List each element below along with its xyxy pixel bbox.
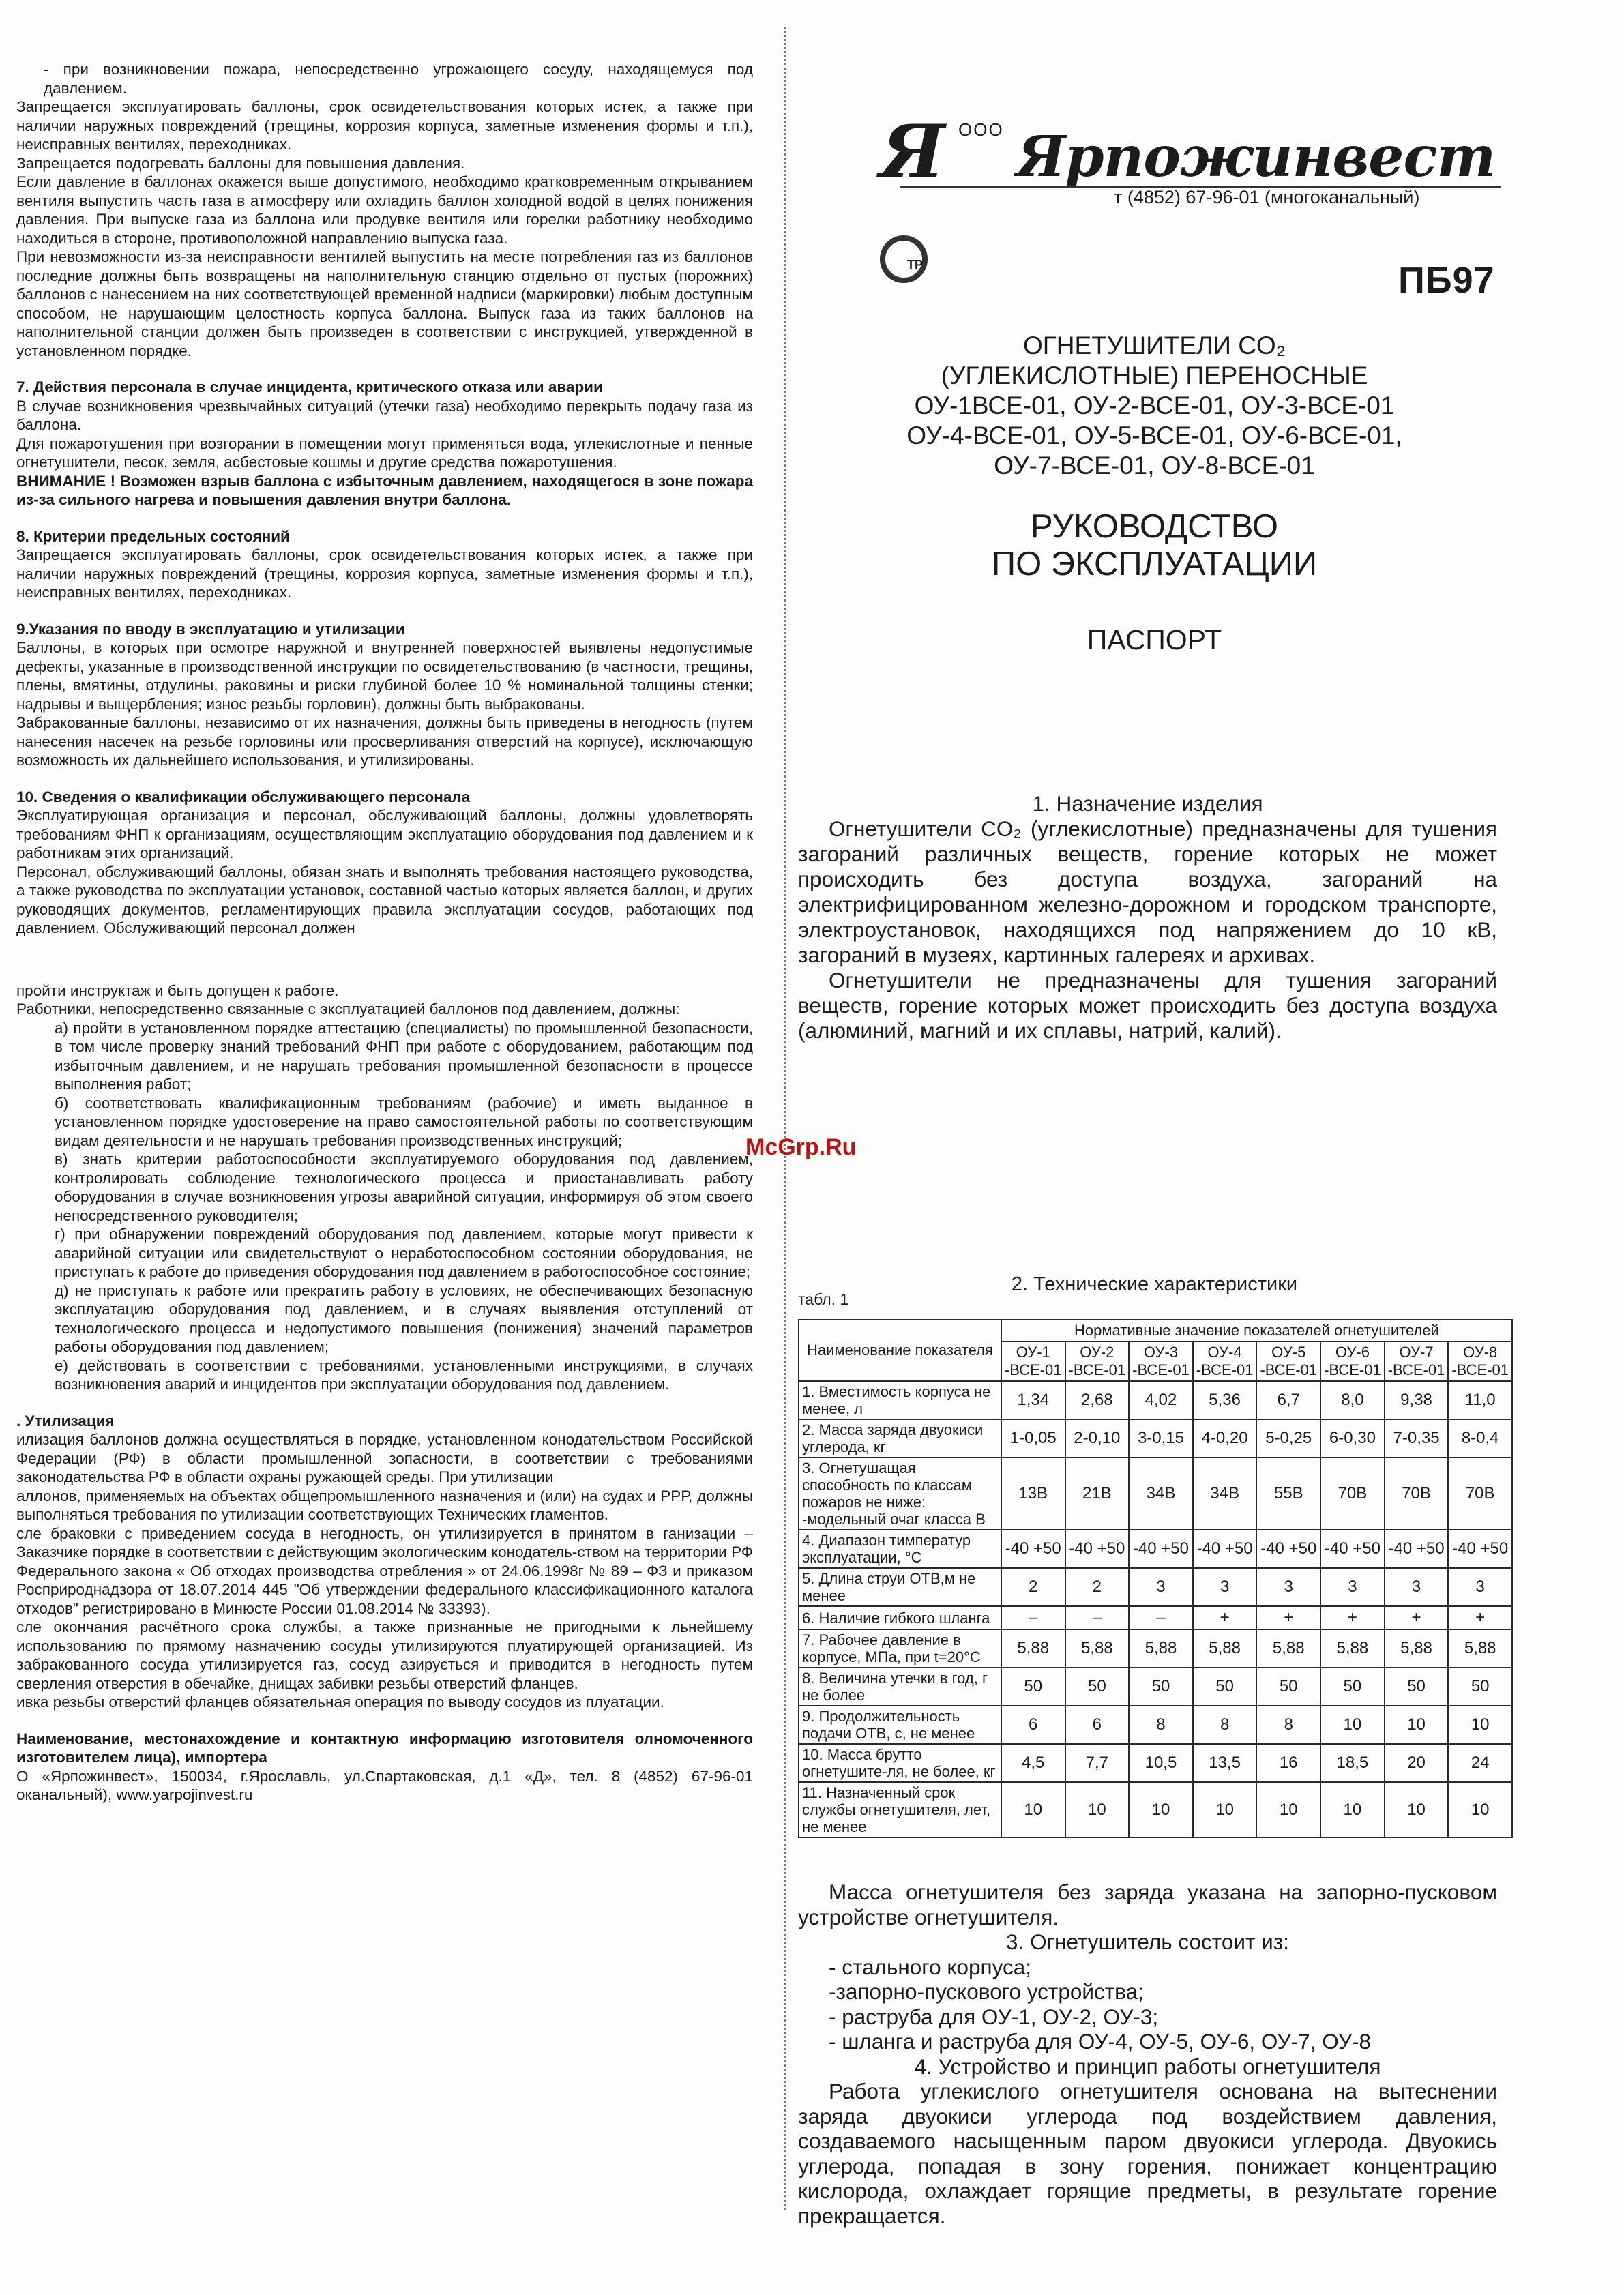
table-cell: 8 [1256,1706,1320,1744]
table-cell: -40 +50 [1385,1530,1449,1568]
table-cell: 10 [1448,1782,1512,1837]
table-cell: 34В [1193,1457,1257,1530]
model-suffix: -ВСЕ-01 [1387,1361,1445,1378]
paragraph: При невозможности из-за неисправности вентилей выпустить на месте потребления газ из баллонов последние должны быть возвращены на наполнительную станцию отдельно от пустых (порожних) баллонов с нанесением на них соответствующей временной надписи (маркировки) любым доступным способом, не нарушающим целостность корпуса баллона. Выпуск газа из таких баллонов на наполнительной станции должен быть произведен в соответствии с инструкцией, утвержденной в установленном порядке. [16,248,753,359]
certification-mark: ТР [907,258,924,271]
table-cell: 5-0,25 [1256,1419,1320,1457]
table-row-label: 11. Назначенный срок службы огнетушителя, лет, не менее [799,1782,1001,1837]
table-cell: 1-0,05 [1001,1419,1065,1457]
paragraph: сле браковки с приведением сосуда в негодность, он утилизируется в принятом в ганизации – Заказчике порядке в соответствии с действующим экологическим конодатель-ством на территории РФ Федерального закона « Об отходах производства отребления » от 24.06.1998г № 89 – ФЗ и приказом Росприроднадзора от 18.07.2014 445 "Об утверждении федерального классификационного каталога отходов" регистрировано в Минюсте России 01.08.2014 № 33393). [16,1524,753,1617]
model-name: ОУ-6 [1335,1344,1370,1361]
table-cell: 50 [1065,1668,1130,1706]
table-cell: 5,88 [1001,1629,1065,1668]
section-8-heading: 8. Критерии предельных состояний [16,527,290,545]
table-cell: – [1129,1606,1193,1629]
table-cell: 10 [1385,1706,1449,1744]
duty-item: в) знать критерии работоспособности эксплуатируемого оборудования под давлением, контролировать соблюдение технологического процесса и приостанавливать работу оборудования в случае возникновения угрозы аварийной ситуации, информируя об этом своего непосредственного руководителя; [55,1151,753,1224]
table-cell: 10 [1129,1782,1193,1837]
table-cell: 50 [1320,1668,1385,1706]
table-cell: 24 [1448,1744,1512,1782]
table-cell: 5,88 [1129,1629,1193,1668]
paragraph: Баллоны, в которых при осмотре наружной и внутренней поверхностей выявлены недопустимые дефекты, указанные в производственной инструкции по освидетельствованию (в частности, трещины, плены, вмятины, отдулины, раковины и риски глубиной более 10 % номинальной толщины стенки; надрывы и выщербления; износ резьбы горловин), должны быть выбракованы. [16,639,753,713]
table-cell: 3 [1129,1568,1193,1606]
table-row [799,1606,1512,1629]
mass-note: Масса огнетушителя без заряда указана на запорно-пусковом устройстве огнетушителя. [798,1880,1497,1929]
table-cell: + [1320,1606,1385,1629]
model-name: ОУ-8 [1463,1344,1498,1361]
paragraph: аллонов, применяемых на объектах общепромышленного назначения и (или) на судах и РРР, должны выполняться требования по утилизации соответствующих Технических гламентов. [16,1487,753,1523]
table-header-row [799,1320,1512,1342]
table-cell: 5,88 [1320,1629,1385,1668]
section-4-heading: 4. Устройство и принцип работы огнетушителя [914,2054,1381,2079]
table-row-label: 6. Наличие гибкого шланга [799,1606,1001,1629]
table-cell: 8,0 [1320,1381,1385,1419]
table-cell: 8-0,4 [1448,1419,1512,1457]
list-item: -запорно-пускового устройства; [829,1979,1144,2004]
table-cell: – [1065,1606,1130,1629]
table-row-label: 2. Масса заряда двуокиси углерода, кг [799,1419,1001,1457]
table-cell: 5,88 [1385,1629,1449,1668]
table-cell: 6,7 [1256,1381,1320,1419]
paragraph: ивка резьбы отверстий фланцев обязательная операция по выводу сосудов из плуатации. [16,1693,664,1711]
table-cell: 18,5 [1320,1744,1385,1782]
model-suffix: -ВСЕ-01 [1068,1361,1126,1378]
manufacturer-contacts: О «Ярпожинвест», 150034, г.Ярославль, ул.Спартаковская, д.1 «Д», тел. 8 (4852) 67-96-01 оканальный), www.yarpojinvest.ru [16,1767,753,1803]
watermark: McGrp.Ru [745,1134,857,1160]
duty-item: е) действовать в соответствии с требованиями, установленными инструкциями, в случаях возникновения аварий и инцидентов при эксплуатации оборудования под давлением. [55,1357,753,1393]
section-1 [798,791,1497,1043]
duty-item: а) пройти в установленном порядке аттестацию (специалисты) по промышленной безопасности, в том числе проверку знаний требований ФНП при работе с оборудованием, работающим под избыточным давлением, и не нарушать требования промышленной безопасности в процессе выполнения работ; [55,1019,753,1093]
table-row-label: 3. Огнетушащая способность по классам пожаров не ниже: -модельный очаг класса В [799,1457,1001,1530]
table-row-label: 8. Величина утечки в год, г не более [799,1668,1001,1706]
model-name: ОУ-7 [1399,1344,1434,1361]
table-cell: 70В [1385,1457,1449,1530]
logo-name: Ярпожинвест [1016,124,1496,190]
paragraph: пройти инструктаж и быть допущен к работе. [16,981,339,999]
table-cell: 4-0,20 [1193,1419,1257,1457]
table-cell: -40 +50 [1065,1530,1130,1568]
model-suffix: -ВСЕ-01 [1196,1361,1254,1378]
table-header-model [1385,1342,1449,1381]
section-1-heading: 1. Назначение изделия [1032,791,1263,816]
table-cell: 3 [1385,1568,1449,1606]
paragraph: Запрещается эксплуатировать баллоны, срок освидетельствования которых истек, а также при наличии наружных повреждений (трещины, коррозия корпуса, заметные изменения формы и т.п.), неисправных вентилях, переходниках. [16,98,753,153]
table-row-label: 9. Продолжительность подачи ОТВ, с, не менее [799,1706,1001,1744]
table-cell: 13В [1001,1457,1065,1530]
section-9-heading: 9.Указания по вводу в эксплуатацию и утилизации [16,620,405,638]
table-cell: 4,5 [1001,1744,1065,1782]
table-cell: 7,7 [1065,1744,1130,1782]
paragraph: Забракованные баллоны, независимо от их назначения, должны быть приведены в негодность (путем нанесения насечек на резьбе горловины или просверливания отверстий на корпусе), исключающую возможность их дальнейшего использования, и утилизированы. [16,714,753,769]
model-name: ОУ-5 [1271,1344,1306,1361]
logo-ooo: ООО [958,119,1004,140]
table-cell: -40 +50 [1001,1530,1065,1568]
table-cell: 10 [1320,1782,1385,1837]
table-cell: -40 +50 [1129,1530,1193,1568]
table-row [799,1782,1512,1837]
table-cell: + [1193,1606,1257,1629]
table-cell: 6 [1001,1706,1065,1744]
duty-item: г) при обнаружении повреждений оборудования под давлением, которые могут привести к аварийной ситуации или свидетельствуют о неработоспособном состоянии оборудования, не приступать к работе до приведения оборудования под давлением в работоспособное состояние; [55,1226,753,1280]
table-row-label: 10. Масса брутто огнетушите-ля, не более, кг [799,1744,1001,1782]
table-cell: 5,88 [1448,1629,1512,1668]
model-name: ОУ-3 [1143,1344,1179,1361]
list-item: - шланга и раструба для ОУ-4, ОУ-5, ОУ-6, ОУ-7, ОУ-8 [829,2029,1372,2054]
table-row [799,1668,1512,1706]
table-cell: 50 [1385,1668,1449,1706]
table-cell: 1,34 [1001,1381,1065,1419]
table-cell: 11,0 [1448,1381,1512,1419]
model-suffix: -ВСЕ-01 [1004,1361,1062,1378]
table-cell: 50 [1129,1668,1193,1706]
table-cell: 2 [1001,1568,1065,1606]
table-cell: 50 [1193,1668,1257,1706]
table-cell: 4,02 [1129,1381,1193,1419]
table-cell: 34В [1129,1457,1193,1530]
model-name: ОУ-4 [1207,1344,1242,1361]
table-cell: + [1385,1606,1449,1629]
model-name: ОУ-2 [1080,1344,1114,1361]
table-cell: 70В [1448,1457,1512,1530]
table-cell: 13,5 [1193,1744,1257,1782]
duty-item: б) соответствовать квалификационным требованиям (рабочие) и иметь выданное в установленном порядке удостоверение на право самостоятельной работы по соответствующим видам деятельности и не нарушать требования производственных инструкций; [55,1094,753,1149]
table-header-model [1448,1342,1512,1381]
table-cell: 50 [1001,1668,1065,1706]
table-row-label: 5. Длина струи ОТВ,м не менее [799,1568,1001,1606]
table-cell: 9,38 [1385,1381,1449,1419]
product-code: ПБ97 [1398,260,1495,301]
paragraph: Работники, непосредственно связанные с эксплуатацией баллонов под давлением, должны: [16,1001,680,1018]
table-cell: 55В [1256,1457,1320,1530]
fold-line [784,27,786,2210]
table-row [799,1629,1512,1668]
model-suffix: -ВСЕ-01 [1324,1361,1381,1378]
paragraph: Персонал, обслуживающий баллоны, обязан знать и выполнять требования настоящего руководства, а также руководства по эксплуатации установок, составной частью которых является баллон, и других руководящих документов, регламентирующих правила эксплуатации сосудов, работающих под давлением. Обслуживающий персонал должен [16,863,753,936]
paragraph: Работа углекислого огнетушителя основана на вытеснении заряда двуокиси углерода под воздействием давления, создаваемого насыщенным паром двуокиси углерода. Двуокись углерода, попадая в зону горения, понижает концентрацию кислорода, охлаждает горящие предметы, в результате горение прекращается. [798,2079,1497,2228]
paragraph: Запрещается эксплуатировать баллоны, срок освидетельствования которых истек, а также при наличии наружных повреждений (трещины, коррозия корпуса, заметные изменения формы и т.п.), неисправных вентилях, переходниках. [16,546,753,601]
table-cell: 3 [1448,1568,1512,1606]
table-cell: 10 [1320,1706,1385,1744]
passport-title: ПАСПОРТ [1087,624,1222,655]
manual-title: РУКОВОДСТВО ПО ЭКСПЛУАТАЦИИ [991,508,1318,582]
table-row [799,1568,1512,1606]
paragraph: Для пожаротушения при возгорании в помещении могут применяться вода, углекислотные и пенные огнетушители, песок, земля, асбестовые кошмы и другие средства пожаротушения. [16,434,753,471]
table-cell: 10 [1256,1782,1320,1837]
table-cell: – [1001,1606,1065,1629]
paragraph: - при возникновении пожара, непосредственно угрожающего сосуду, находящемуся под давлением. [44,61,753,97]
table-cell: 16 [1256,1744,1320,1782]
company-logo [798,95,1511,211]
table-header-model [1193,1342,1257,1381]
table-cell: 8 [1129,1706,1193,1744]
table-cell: 21В [1065,1457,1130,1530]
table-cell: 10 [1385,1782,1449,1837]
table-cell: 2 [1065,1568,1130,1606]
table-cell: 3 [1256,1568,1320,1606]
table-header-model [1065,1342,1130,1381]
table-cell: 3-0,15 [1129,1419,1193,1457]
table-cell: 3 [1320,1568,1385,1606]
left-column [16,60,753,1805]
section-2-heading: 2. Технические характеристики [1011,1273,1298,1295]
table-cell: 70В [1320,1457,1385,1530]
section-3-heading: 3. Огнетушитель состоит из: [1006,1929,1289,1954]
table-header-model [1320,1342,1385,1381]
paragraph: Огнетушители CO₂ (углекислотные) предназначены для тушения загораний различных веществ, горение которых не может происходить без доступа воздуха, загораний на электрифицированном железно-дорожном и городском транспорте, электроустановок, находящихся под напряжением до 10 кВ, загораний в музеях, картинных галереях и архивах. [798,816,1497,967]
table-cell: 5,88 [1256,1629,1320,1668]
table-row-label: 7. Рабочее давление в корпусе, МПа, при t=20°С [799,1629,1001,1668]
table-cell: 5,88 [1193,1629,1257,1668]
table-cell: 10 [1065,1782,1130,1837]
table-header-model [1001,1342,1065,1381]
sections-3-4 [798,1880,1497,2228]
section-7-heading: 7. Действия персонала в случае инцидента, критического отказа или аварии [16,379,603,396]
table-cell: 5,88 [1065,1629,1130,1668]
table-cell: 10 [1001,1782,1065,1837]
product-title: ОГНЕТУШИТЕЛИ CO₂ (УГЛЕКИСЛОТНЫЕ) ПЕРЕНОСНЫЕ ОУ-1ВСЕ-01, ОУ-2-ВСЕ-01, ОУ-3-ВСЕ-01 ОУ-4-ВСЕ-01, ОУ-5-ВСЕ-01, ОУ-6-ВСЕ-01, ОУ-7-ВСЕ-01, ОУ-8-ВСЕ-01 [906,331,1402,479]
table-cell: 50 [1448,1668,1512,1706]
table-row [799,1706,1512,1744]
paragraph: В случае возникновения чрезвычайных ситуаций (утечки газа) необходимо перекрыть подачу газа из баллона. [16,397,753,433]
table-cell: 20 [1385,1744,1449,1782]
paragraph: Если давление в баллонах окажется выше допустимого, необходимо кратковременным открыванием вентиля выпустить часть газа в атмосферу или охладить баллон холодной водой в целях понижения давления. При выпуске газа из баллона или продувке вентиля или горелки работнику необходимо находиться в стороне, противоположной направлению выпуска газа. [16,173,753,247]
table-row [799,1457,1512,1530]
section-10-heading: 10. Сведения о квалификации обслуживающего персонала [16,788,471,805]
table-cell: 3 [1193,1568,1257,1606]
company-phone: т (4852) 67-96-01 (многоканальный) [1114,187,1420,207]
section-12-heading: Наименование, местонахождение и контактную информацию изготовителя олномоченного изготовителем лица), импортера [16,1730,753,1766]
section-11-heading: . Утилизация [16,1412,115,1430]
table-row-label: 4. Диапазон тимператур эксплуатации, °С [799,1530,1001,1568]
warning-paragraph: ВНИМАНИЕ ! Возможен взрыв баллона с избыточным давлением, находящегося в зоне пожара из-за сильного нагрева и повышения давления внутри баллона. [16,472,753,508]
paragraph: Эксплуатирующая организация и персонал, обслуживающий баллоны, должны удовлетворять требованиям ФНП к организациям, осуществляющим эксплуатацию оборудования под давлением и к работникам этих организаций. [16,807,753,861]
table-row [799,1530,1512,1568]
model-suffix: -ВСЕ-01 [1451,1361,1509,1378]
model-suffix: -ВСЕ-01 [1260,1361,1318,1378]
table-cell: 6-0,30 [1320,1419,1385,1457]
table-cell: -40 +50 [1256,1530,1320,1568]
table-cell: 50 [1256,1668,1320,1706]
duty-item: д) не приступать к работе или прекратить работу в условиях, не обеспечивающих безопасную эксплуатацию оборудования под давлением, и в случаях выявления отступлений от технологического процесса и недопустимого повышения (понижения) значений параметров работы оборудования под давлением; [55,1282,753,1355]
list-item: - раструба для ОУ-1, ОУ-2, ОУ-3; [829,2004,1159,2029]
logo-letter: Я [880,109,945,195]
table-cell: 10 [1193,1782,1257,1837]
table-header-group: Нормативные значение показателей огнетушителей [1001,1320,1512,1342]
table-cell: 8 [1193,1706,1257,1744]
table-label: табл. 1 [798,1290,849,1308]
list-item: - стального корпуса; [829,1954,1032,1979]
table-cell: 2,68 [1065,1381,1130,1419]
table-cell: -40 +50 [1193,1530,1257,1568]
table-header-name: Наименование показателя [799,1320,1001,1381]
paragraph: илизация баллонов должна осуществляться в порядке, установленном конодательством Российской Федерации (РФ) в области промышленной зопасности, в соответствии с требованиями законодательства РФ в области охраны ружающей среды. При утилизации [16,1431,753,1485]
table-cell: 10 [1448,1706,1512,1744]
table-cell: + [1448,1606,1512,1629]
table-cell: 5,36 [1193,1381,1257,1419]
table-cell: -40 +50 [1320,1530,1385,1568]
model-name: ОУ-1 [1016,1344,1050,1361]
paragraph: сле окончания расчётного срока службы, а также признанные не пригодными к льнейшему использованию по прямому назначению сосуды утилизируются плуатирующей организацией. Из забракованного сосуда утилизируется газ, сосуд азирується и приводится в негодность путем сверления отверстия в обечайке, днищах забивки резьбы отверстий фланцев. [16,1618,753,1692]
table-cell: 10,5 [1129,1744,1193,1782]
table-cell: 7-0,35 [1385,1419,1449,1457]
spec-table [798,1319,1513,1838]
table-row [799,1419,1512,1457]
table-row [799,1744,1512,1782]
table-header-model [1129,1342,1193,1381]
table-cell: + [1256,1606,1320,1629]
table-row-label: 1. Вместимость корпуса не менее, л [799,1381,1001,1419]
paragraph: Огнетушители не предназначены для тушения загораний веществ, горение которых может происходить без доступа воздуха (алюминий, магний и их сплавы, натрий, калий). [798,968,1497,1043]
model-suffix: -ВСЕ-01 [1132,1361,1190,1378]
table-cell: -40 +50 [1448,1530,1512,1568]
paragraph: Запрещается подогревать баллоны для повышения давления. [16,154,465,172]
table-cell: 2-0,10 [1065,1419,1130,1457]
table-header-model [1256,1342,1320,1381]
table-row [799,1381,1512,1419]
table-cell: 6 [1065,1706,1130,1744]
